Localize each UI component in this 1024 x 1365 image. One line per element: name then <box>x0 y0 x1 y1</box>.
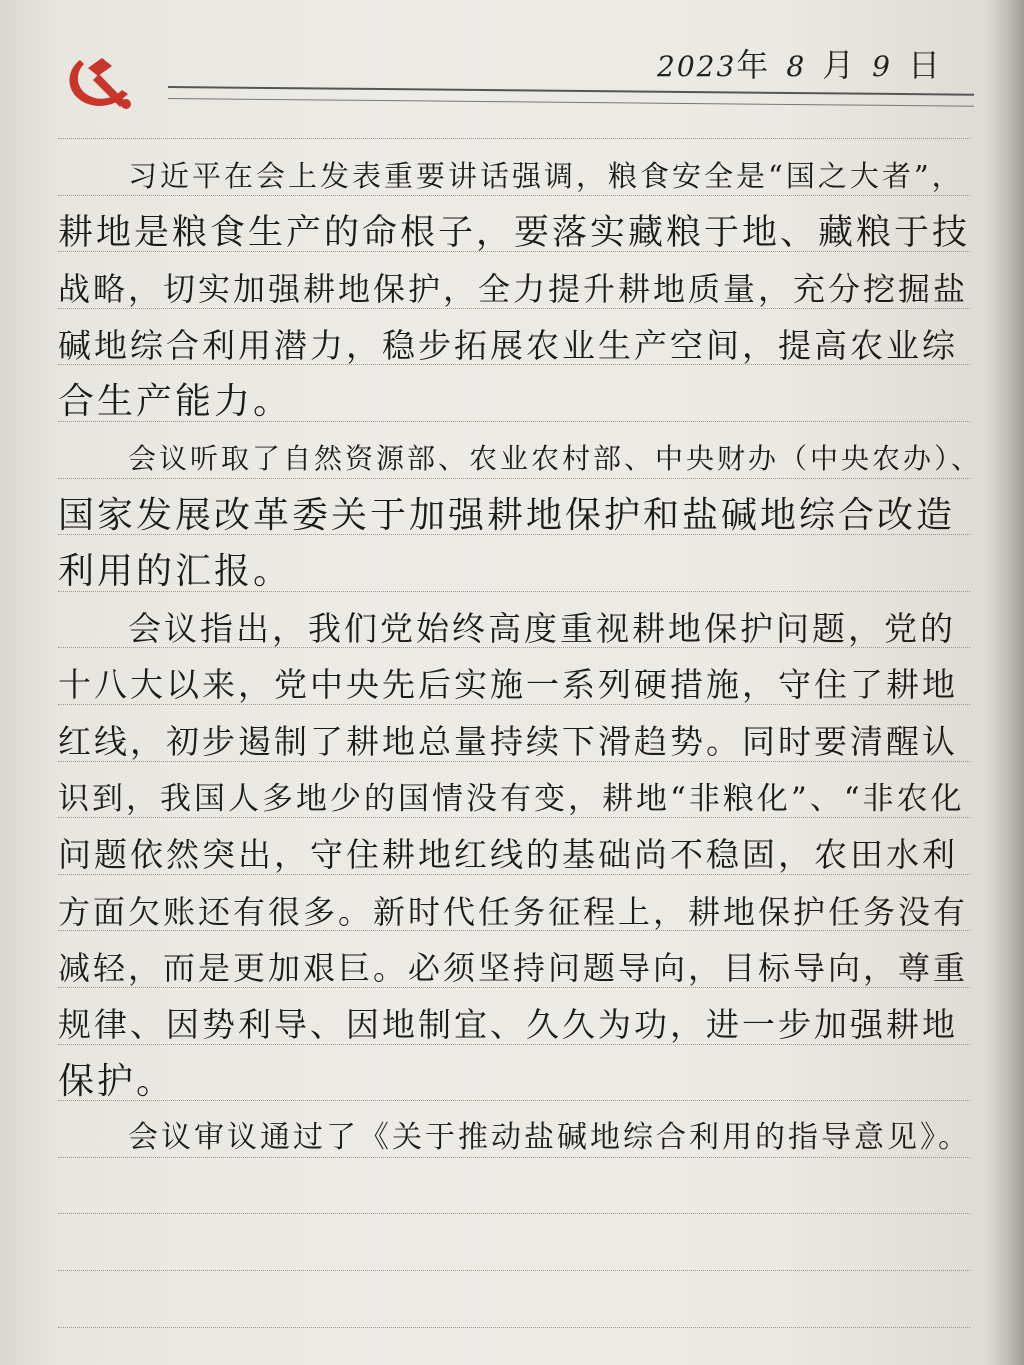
text-line: 会议审议通过了《关于推动盐碱地综合利用的指导意见》。 <box>128 1120 971 1156</box>
text-line: 习近平在会上发表重要讲话强调，粮食安全是“国之大者”， <box>128 159 964 193</box>
date-day: 9 <box>872 50 892 83</box>
text-line: 红线，初步遏制了耕地总量持续下滑趋势。同时要清醒认 <box>58 722 958 761</box>
ruled-line <box>58 138 970 139</box>
text-line: 会议听取了自然资源部、农业农村部、中央财办（中央农办）、 <box>128 442 983 475</box>
page-edge-shadow <box>984 0 1024 1365</box>
text-line: 国家发展改革委关于加强耕地保护和盐碱地综合改造 <box>58 494 956 536</box>
header-double-rule <box>168 86 974 107</box>
ruled-line <box>58 1213 970 1214</box>
text-line: 战略，切实加强耕地保护，全力提升耕地质量，充分挖掘盐 <box>58 270 969 309</box>
date-year: 2023 <box>657 50 737 83</box>
date-year-unit: 年 <box>736 46 771 84</box>
date-month-unit: 月 <box>822 46 857 84</box>
text-line: 保护。 <box>58 1060 176 1102</box>
date-day-unit: 日 <box>907 46 942 84</box>
text-line: 碱地综合利用潜力，稳步拓展农业生产空间，提高农业综 <box>58 325 958 365</box>
date-month: 8 <box>786 50 807 83</box>
entry-date <box>657 40 942 86</box>
text-line: 问题依然突出，守住耕地红线的基础尚不稳固，农田水利 <box>58 835 958 875</box>
hammer-sickle-icon <box>58 50 142 114</box>
ruled-line <box>58 1270 970 1271</box>
ruled-line <box>58 1100 970 1101</box>
text-line: 方面欠账还有很多。新时代任务征程上，耕地保护任务没有 <box>58 892 969 931</box>
text-line: 规律、因势利导、因地制宜、久久为功，进一步加强耕地 <box>58 1005 958 1044</box>
text-line: 十八大以来，党中央先后实施一系列硬措施，守住了耕地 <box>58 665 958 705</box>
text-line: 减轻，而是更加艰巨。必须坚持问题导向，目标导向，尊重 <box>58 949 969 988</box>
text-line: 合生产能力。 <box>58 381 293 423</box>
text-line: 会议指出，我们党始终高度重视耕地保护问题，党的 <box>128 608 956 648</box>
text-line: 识到，我国人多地少的国情没有变，耕地“非粮化”、“非农化 <box>58 780 965 817</box>
text-line: 利用的汇报。 <box>58 551 293 593</box>
ruled-line <box>58 1327 970 1328</box>
text-line: 耕地是粮食生产的命根子，要落实藏粮于地、藏粮于技 <box>58 212 971 253</box>
